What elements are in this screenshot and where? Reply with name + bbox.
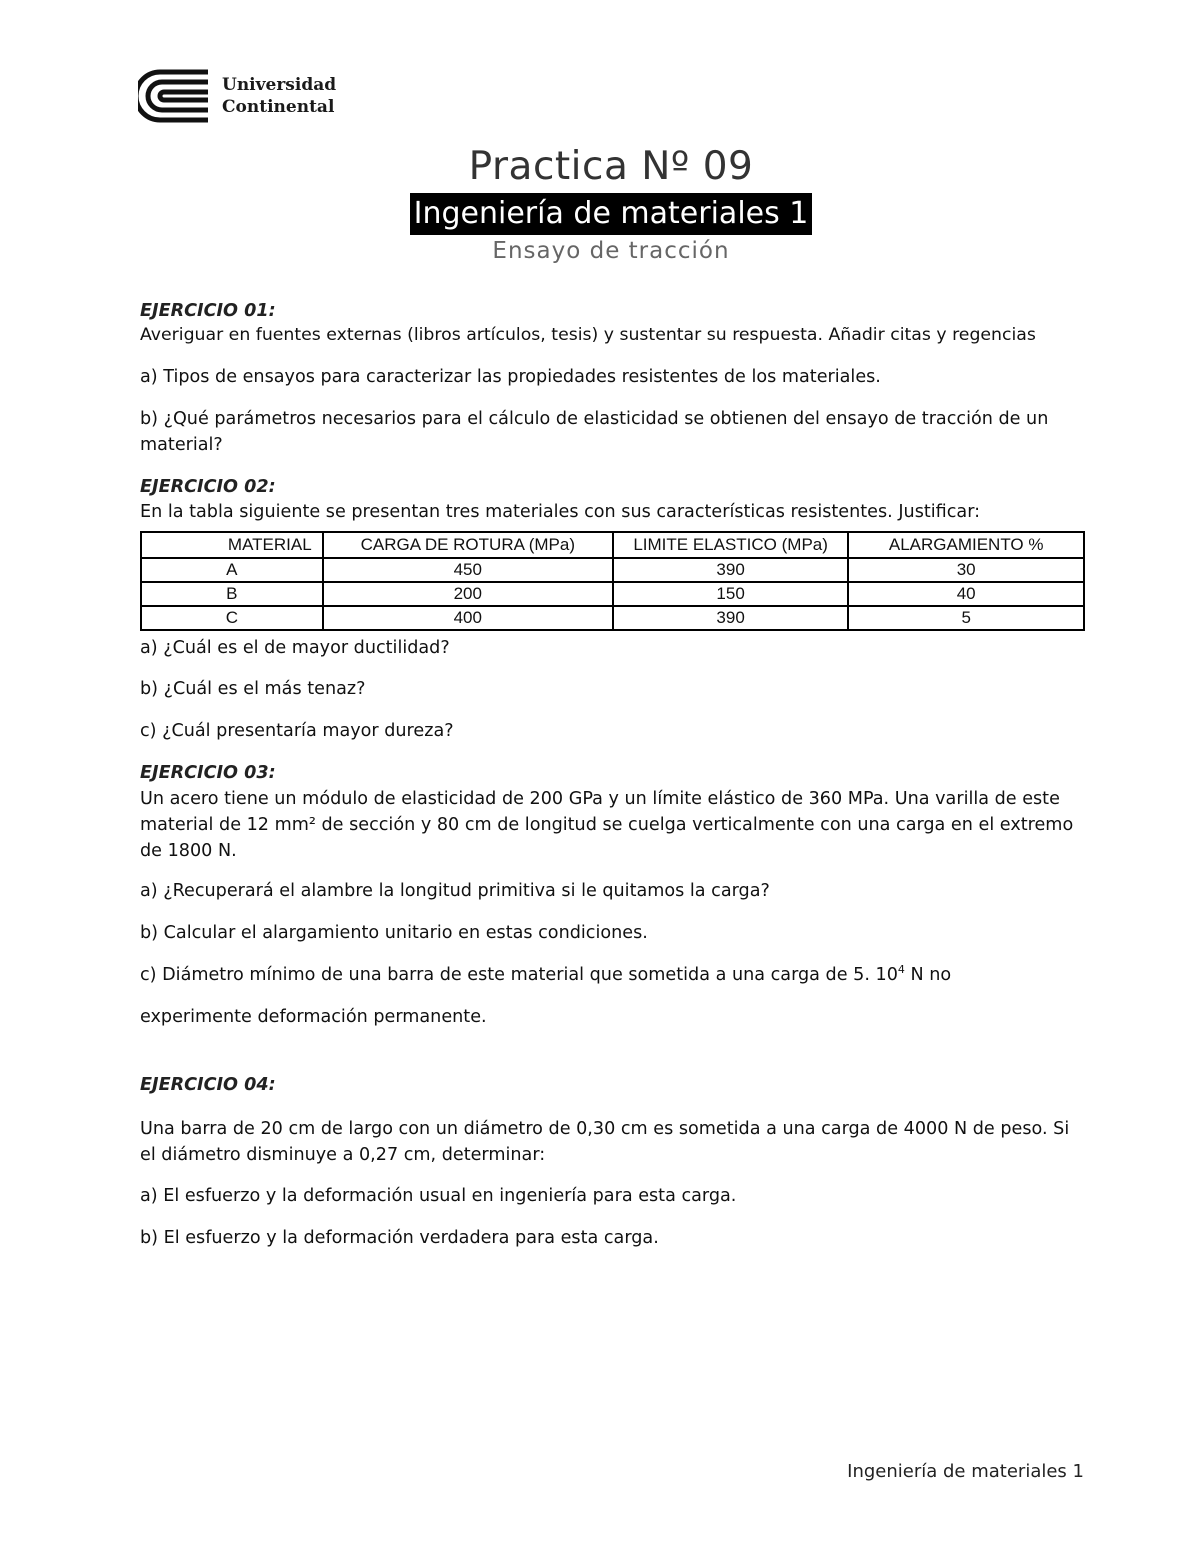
subtitle-container xyxy=(0,193,1200,235)
exercise-4-intro: Una barra de 20 cm de largo con un diámetro de 0,30 cm es sometida a una carga de 4000 N de peso. Si el diámetro disminuye a 0,27 cm, determinar: xyxy=(140,1119,1070,1165)
page-title: Practica Nº 09 xyxy=(468,144,754,189)
topic-subtitle: Ensayo de tracción xyxy=(492,238,730,264)
table-cell: 200 xyxy=(323,582,613,606)
table-row xyxy=(141,558,1084,582)
exercise-1-heading: EJERCICIO 01: xyxy=(140,301,276,321)
course-subtitle: Ingeniería de materiales 1 xyxy=(410,193,813,235)
table-cell: 40 xyxy=(848,582,1084,606)
table-cell: 400 xyxy=(323,606,613,630)
exercise-3-intro: Un acero tiene un módulo de elasticidad de 200 GPa y un límite elástico de 360 MPa. Una varilla de este material de 12 mm² de sección y 80 cm de longitud se cuelga verticalmente con una carga en el extremo de 1800 N. xyxy=(140,789,1074,861)
exercise-2-intro: En la tabla siguiente se presentan tres materiales con sus características resistentes. Justificar: xyxy=(140,502,981,522)
exercise-2-heading: EJERCICIO 02: xyxy=(140,477,276,497)
table-cell: 390 xyxy=(613,558,848,582)
table-header-cell: CARGA DE ROTURA (MPa) xyxy=(323,532,613,558)
exercise-3-item-c-continued: experimente deformación permanente. xyxy=(140,1007,487,1027)
university-logo xyxy=(138,68,338,124)
table-cell: 30 xyxy=(848,558,1084,582)
exercise-3-heading: EJERCICIO 03: xyxy=(140,763,276,783)
logo-line-2: Continental xyxy=(222,97,335,117)
exercise-2-item-c: c) ¿Cuál presentaría mayor dureza? xyxy=(140,721,454,741)
exercise-2-item-a: a) ¿Cuál es el de mayor ductilidad? xyxy=(140,638,450,658)
logo-mark-icon xyxy=(138,68,212,124)
table-header-cell: ALARGAMIENTO % xyxy=(848,532,1084,558)
table-row xyxy=(141,606,1084,630)
table-cell: B xyxy=(141,582,323,606)
logo-line-1: Universidad xyxy=(222,75,337,95)
table-cell: C xyxy=(141,606,323,630)
exercise-3-item-a: a) ¿Recuperará el alambre la longitud primitiva si le quitamos la carga? xyxy=(140,881,770,901)
exercise-3-item-c-text: c) Diámetro mínimo de una barra de este material que sometida a una carga de 5. 10 xyxy=(140,965,898,985)
table-cell: 150 xyxy=(613,582,848,606)
exercise-1-intro: Averiguar en fuentes externas (libros artículos, tesis) y sustentar su respuesta. Añadir citas y regencias xyxy=(140,325,1036,345)
table-cell: 390 xyxy=(613,606,848,630)
exponent: 4 xyxy=(897,963,905,977)
table-header-row xyxy=(141,532,1084,558)
table-header-cell: MATERIAL xyxy=(141,532,323,558)
logo-text xyxy=(222,74,336,118)
exercise-2-item-b: b) ¿Cuál es el más tenaz? xyxy=(140,679,366,699)
exercise-4-item-b: b) El esfuerzo y la deformación verdadera para esta carga. xyxy=(140,1228,659,1248)
exercise-1-item-a: a) Tipos de ensayos para caracterizar las propiedades resistentes de los materiales. xyxy=(140,367,881,387)
table-cell: 5 xyxy=(848,606,1084,630)
page-footer: Ingeniería de materiales 1 xyxy=(847,1461,1084,1482)
exercise-3-item-c xyxy=(140,962,1085,988)
table-header-cell: LIMITE ELASTICO (MPa) xyxy=(613,532,848,558)
table-cell: 450 xyxy=(323,558,613,582)
exercise-3-item-b: b) Calcular el alargamiento unitario en estas condiciones. xyxy=(140,923,648,943)
table-cell: A xyxy=(141,558,323,582)
exercise-3-item-c-unit: N no xyxy=(904,965,952,985)
exercise-4-heading: EJERCICIO 04: xyxy=(140,1075,276,1095)
table-row xyxy=(141,582,1084,606)
exercise-4-item-a: a) El esfuerzo y la deformación usual en ingeniería para esta carga. xyxy=(140,1186,737,1206)
materials-table xyxy=(140,531,1085,631)
exercise-1-item-b: b) ¿Qué parámetros necesarios para el cálculo de elasticidad se obtienen del ensayo de tracción de un material? xyxy=(140,409,1049,455)
